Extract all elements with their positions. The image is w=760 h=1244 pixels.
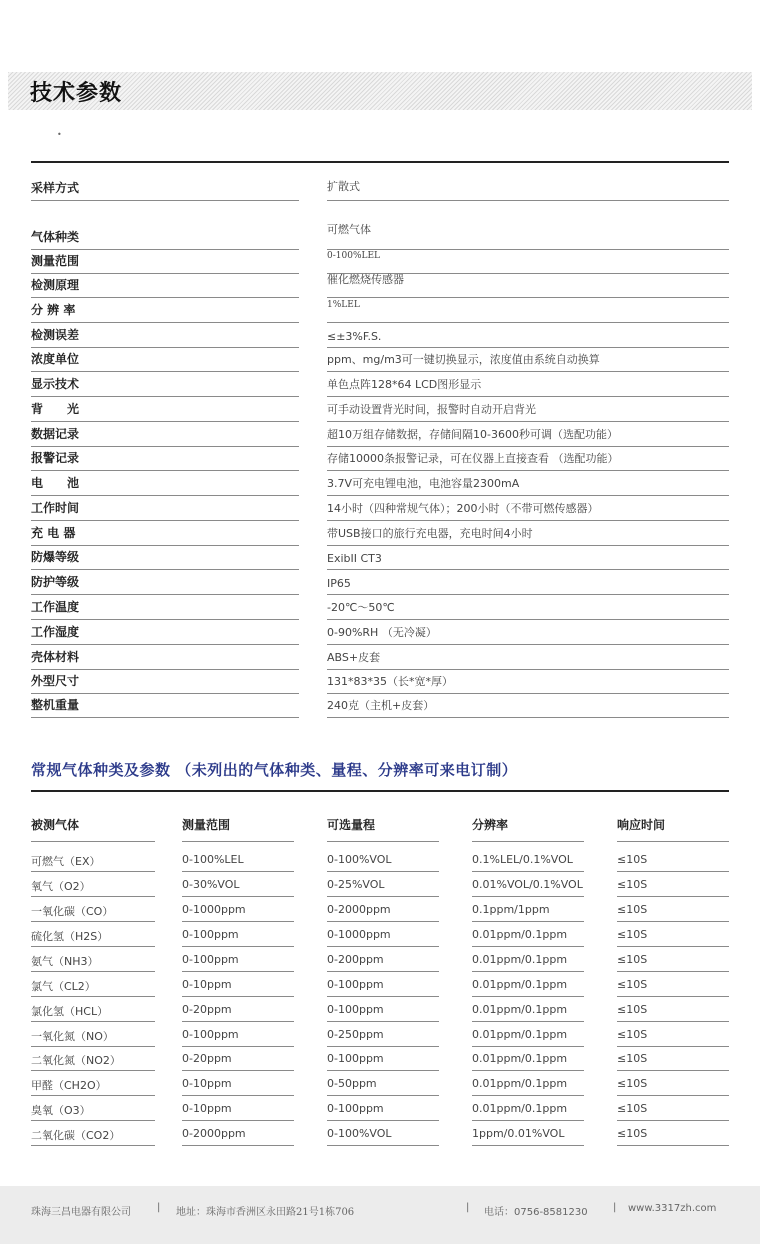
spec-row (31, 521, 729, 546)
spec-value (327, 570, 729, 595)
gas-cell: 0-100ppm (327, 978, 384, 991)
gas-row-divider (617, 871, 729, 872)
spec-label-text: 报警记录 (31, 451, 80, 465)
gas-cell: 0-10ppm (182, 1077, 232, 1090)
page-title: 技术参数 (30, 81, 123, 106)
spec-label-text: 分 辨 率 (31, 303, 76, 317)
gas-row-divider (182, 1070, 294, 1071)
gas-column-header: 分辨率 (472, 818, 509, 832)
spec-value-text: 0-90%RH （无冷凝） (327, 626, 437, 639)
spec-value (327, 521, 729, 546)
footer-phone: 电话：0756-8581230 (484, 1207, 588, 1218)
gas-row-divider (31, 896, 155, 897)
gas-cell: 0-100%VOL (327, 853, 392, 866)
spec-label (31, 397, 299, 422)
spec-label (31, 694, 299, 718)
spec-value-text: 可燃气体 (327, 223, 371, 236)
gas-row-divider (472, 1145, 584, 1146)
gas-cell: ≤10S (617, 903, 648, 916)
gas-row-divider (617, 896, 729, 897)
gas-cell: 氯化氢（HCL） (31, 1005, 109, 1018)
gas-row-divider (31, 1046, 155, 1047)
gas-cell: 0-50ppm (327, 1077, 377, 1090)
gas-row-divider (31, 1070, 155, 1071)
spec-row (31, 496, 729, 521)
footer-separator: | (613, 1202, 617, 1213)
gas-row-divider (617, 1120, 729, 1121)
footer-address: 地址：珠海市香洲区永田路21号1栋706 (176, 1207, 355, 1218)
gas-row-divider (327, 946, 439, 947)
spec-label (31, 372, 299, 397)
spec-label (31, 570, 299, 595)
spec-row (31, 620, 729, 645)
spec-label (31, 471, 299, 496)
gas-cell: ≤10S (617, 1077, 648, 1090)
spec-row (31, 595, 729, 620)
gas-row-divider (472, 921, 584, 922)
gas-cell: ≤10S (617, 1102, 648, 1115)
gas-cell: ≤10S (617, 1028, 648, 1041)
spec-value (327, 670, 729, 694)
gas-cell: 0-1000ppm (182, 903, 246, 916)
spec-top-rule (31, 161, 729, 163)
gas-cell: 甲醛（CH2O） (31, 1079, 107, 1092)
gas-row-divider (182, 1095, 294, 1096)
gas-cell: 0-100ppm (327, 1102, 384, 1115)
gas-header-underline (327, 841, 439, 842)
spec-label-text: 显示技术 (31, 377, 80, 391)
gas-row-divider (31, 1145, 155, 1146)
gas-cell: 0-250ppm (327, 1028, 384, 1041)
gas-row-divider (31, 1120, 155, 1121)
spec-label (31, 447, 299, 471)
gas-column-header: 测量范围 (182, 818, 231, 832)
spec-value (327, 694, 729, 718)
gas-row-divider (472, 896, 584, 897)
spec-row (31, 570, 729, 595)
spec-value-text: 3.7V可充电锂电池，电池容量2300mA (327, 477, 520, 490)
gas-cell: 0-100%VOL (327, 1127, 392, 1140)
gas-row-divider (617, 921, 729, 922)
gas-row-divider (472, 1070, 584, 1071)
gas-cell: 氯气（CL2） (31, 980, 96, 993)
spec-label (31, 201, 299, 250)
gas-cell: 0-10ppm (182, 1102, 232, 1115)
spec-label (31, 274, 299, 298)
gas-row-divider (472, 1021, 584, 1022)
spec-label-text: 防护等级 (31, 575, 80, 589)
spec-label-text: 充 电 器 (31, 526, 76, 540)
gas-row-divider (472, 1095, 584, 1096)
spec-value (327, 274, 729, 298)
gas-row-divider (31, 996, 155, 997)
gas-row-divider (327, 1095, 439, 1096)
spec-value-text: 0-100%LEL (327, 251, 381, 261)
spec-label (31, 174, 299, 201)
gas-cell: 二氧化氮（NO2） (31, 1054, 121, 1067)
gas-cell: 0.01%VOL/0.1%VOL (472, 878, 583, 891)
gas-row-divider (617, 1070, 729, 1071)
spec-label (31, 521, 299, 546)
spec-row (31, 298, 729, 323)
spec-label (31, 348, 299, 372)
gas-row-divider (182, 1145, 294, 1146)
gas-row-divider (472, 971, 584, 972)
spec-value (327, 595, 729, 620)
gas-row-divider (327, 921, 439, 922)
gas-cell: 0.1%LEL/0.1%VOL (472, 853, 573, 866)
gas-cell: 1ppm/0.01%VOL (472, 1127, 565, 1140)
gas-cell: ≤10S (617, 1003, 648, 1016)
spec-value (327, 645, 729, 670)
gas-row-divider (327, 996, 439, 997)
gas-cell: ≤10S (617, 928, 648, 941)
spec-label (31, 298, 299, 323)
gas-row-divider (472, 871, 584, 872)
gas-cell: 硫化氢（H2S） (31, 930, 109, 943)
gas-row-divider (617, 1145, 729, 1146)
spec-value (327, 372, 729, 397)
gas-row-divider (31, 921, 155, 922)
spec-label (31, 323, 299, 348)
gas-row-divider (31, 1021, 155, 1022)
spec-label-text: 背 光 (31, 402, 80, 416)
gas-header-underline (182, 841, 294, 842)
gas-header-underline (617, 841, 729, 842)
gas-cell: 氨气（NH3） (31, 955, 99, 968)
gas-cell: 0.01ppm/0.1ppm (472, 1003, 568, 1016)
spec-row (31, 694, 729, 718)
gas-row-divider (182, 946, 294, 947)
gas-row-divider (617, 1095, 729, 1096)
gas-cell: 0-25%VOL (327, 878, 385, 891)
gas-cell: 0-2000ppm (182, 1127, 246, 1140)
spec-value-text: ExibII CT3 (327, 552, 382, 565)
spec-label-text: 工作温度 (31, 600, 80, 614)
spec-label-text: 整机重量 (31, 698, 80, 712)
gas-row-divider (327, 1145, 439, 1146)
gas-cell: 二氧化碳（CO2） (31, 1129, 121, 1142)
spec-value-text: ppm、mg/m3可一键切换显示，浓度值由系统自动换算 (327, 353, 600, 366)
gas-row-divider (617, 996, 729, 997)
spec-value (327, 397, 729, 422)
spec-value-text: 催化燃烧传感器 (327, 273, 404, 286)
spec-label-text: 检测误差 (31, 328, 80, 342)
spec-row (31, 372, 729, 397)
spec-value (327, 546, 729, 570)
spec-value (327, 174, 729, 201)
gas-row-divider (182, 871, 294, 872)
gas-row-divider (472, 946, 584, 947)
gas-cell: 臭氧（O3） (31, 1104, 91, 1117)
gas-row-divider (182, 1120, 294, 1121)
gas-cell: 可燃气（EX） (31, 855, 101, 868)
spec-value-text: 扩散式 (327, 180, 360, 193)
spec-row (31, 447, 729, 471)
spec-value-text: 超10万组存储数据，存储间隔10-3600秒可调（选配功能） (327, 428, 618, 441)
spec-value (327, 298, 729, 323)
gas-cell: 氧气（O2） (31, 880, 91, 893)
spec-value-text: 14小时（四种常规气体）；200小时（不带可燃传感器） (327, 502, 599, 515)
spec-value (327, 348, 729, 372)
gas-cell: ≤10S (617, 1052, 648, 1065)
gas-row-divider (182, 921, 294, 922)
gas-cell: 0-100ppm (327, 1003, 384, 1016)
gas-cell: 0-200ppm (327, 953, 384, 966)
gas-cell: 0-20ppm (182, 1003, 232, 1016)
gas-cell: 0-100%LEL (182, 853, 244, 866)
spec-value (327, 323, 729, 348)
gas-cell: 0-1000ppm (327, 928, 391, 941)
gas-cell: 0.01ppm/0.1ppm (472, 1028, 568, 1041)
gas-cell: 0-100ppm (182, 953, 239, 966)
gas-cell: 0.01ppm/0.1ppm (472, 1052, 568, 1065)
gas-cell: 0.01ppm/0.1ppm (472, 1102, 568, 1115)
gas-cell: 一氧化氮（NO） (31, 1030, 114, 1043)
spec-label (31, 546, 299, 570)
gas-row-divider (617, 971, 729, 972)
spec-label-text: 检测原理 (31, 278, 80, 292)
gas-row-divider (472, 1120, 584, 1121)
spec-label-text: 工作时间 (31, 501, 80, 515)
gas-cell: ≤10S (617, 853, 648, 866)
gas-cell: 0.01ppm/0.1ppm (472, 1077, 568, 1090)
gas-column-header: 响应时间 (617, 818, 666, 832)
gas-section-title: 常规气体种类及参数 （未列出的气体种类、量程、分辨率可来电订制） (31, 761, 518, 779)
spec-label-text: 外型尺寸 (31, 674, 80, 688)
spec-label (31, 250, 299, 274)
spec-row (31, 348, 729, 372)
spec-value-text: 131*83*35（长*宽*厚） (327, 675, 453, 688)
gas-top-rule (31, 790, 729, 792)
spec-label (31, 645, 299, 670)
spec-row (31, 397, 729, 422)
gas-row-divider (182, 971, 294, 972)
spec-value-text: 单色点阵128*64 LCD图形显示 (327, 378, 482, 391)
spec-label-text: 气体种类 (31, 230, 80, 244)
gas-row-divider (472, 996, 584, 997)
spec-label-text: 壳体材料 (31, 650, 80, 664)
gas-row-divider (327, 1070, 439, 1071)
gas-row-divider (31, 871, 155, 872)
gas-cell: 0-10ppm (182, 978, 232, 991)
spec-label (31, 595, 299, 620)
gas-row-divider (327, 896, 439, 897)
gas-header-underline (472, 841, 584, 842)
gas-column-header: 被测气体 (31, 818, 80, 832)
gas-row-divider (31, 971, 155, 972)
spec-row (31, 174, 729, 201)
gas-row-divider (31, 1095, 155, 1096)
gas-row-divider (327, 871, 439, 872)
gas-cell: 0-100ppm (327, 1052, 384, 1065)
gas-row-divider (182, 1046, 294, 1047)
spec-value-text: 240克（主机+皮套） (327, 699, 435, 712)
spec-label (31, 670, 299, 694)
gas-cell: 0.1ppm/1ppm (472, 903, 550, 916)
spec-row (31, 645, 729, 670)
footer-separator: | (157, 1202, 161, 1213)
bullet-mark: • (57, 130, 62, 139)
spec-value-text: ABS+皮套 (327, 651, 381, 664)
spec-value (327, 201, 729, 250)
gas-row-divider (182, 1021, 294, 1022)
spec-label-text: 电 池 (31, 476, 80, 490)
gas-row-divider (327, 1120, 439, 1121)
spec-row (31, 471, 729, 496)
gas-cell: 0-100ppm (182, 928, 239, 941)
spec-value (327, 447, 729, 471)
spec-label (31, 496, 299, 521)
spec-row (31, 274, 729, 298)
gas-cell: ≤10S (617, 953, 648, 966)
gas-row-divider (182, 896, 294, 897)
gas-row-divider (617, 946, 729, 947)
spec-row (31, 670, 729, 694)
spec-value (327, 471, 729, 496)
spec-value (327, 422, 729, 447)
spec-row (31, 546, 729, 570)
gas-cell: ≤10S (617, 978, 648, 991)
gas-cell: 0.01ppm/0.1ppm (472, 953, 568, 966)
spec-value-text: ≤±3%F.S. (327, 330, 382, 343)
gas-row-divider (182, 996, 294, 997)
gas-cell: 0.01ppm/0.1ppm (472, 978, 568, 991)
footer-company: 珠海三昌电器有限公司 (31, 1207, 131, 1218)
gas-cell: ≤10S (617, 878, 648, 891)
spec-value-text: 带USB接口的旅行充电器，充电时间4小时 (327, 527, 533, 540)
footer-separator: | (466, 1202, 470, 1213)
spec-value (327, 496, 729, 521)
gas-header-underline (31, 841, 155, 842)
gas-cell: 一氧化碳（CO） (31, 905, 114, 918)
gas-row-divider (327, 1046, 439, 1047)
spec-value-text: 存储10000条报警记录，可在仪器上直接查看 （选配功能） (327, 452, 619, 465)
gas-cell: 0-100ppm (182, 1028, 239, 1041)
spec-value-text: -20℃～50℃ (327, 601, 395, 614)
gas-cell: 0-2000ppm (327, 903, 391, 916)
gas-cell: 0.01ppm/0.1ppm (472, 928, 568, 941)
spec-label-text: 防爆等级 (31, 550, 80, 564)
spec-value-text: 1%LEL (327, 300, 360, 310)
gas-row-divider (327, 1021, 439, 1022)
gas-column-header: 可选量程 (327, 818, 376, 832)
spec-label-text: 浓度单位 (31, 352, 80, 366)
spec-label-text: 采样方式 (31, 181, 80, 195)
gas-row-divider (31, 946, 155, 947)
spec-label-text: 数据记录 (31, 427, 80, 441)
spec-row (31, 422, 729, 447)
gas-row-divider (327, 971, 439, 972)
gas-cell: 0-30%VOL (182, 878, 240, 891)
spec-value-text: 可手动设置背光时间，报警时自动开启背光 (327, 403, 536, 416)
spec-label (31, 422, 299, 447)
spec-value-text: IP65 (327, 577, 351, 590)
spec-label (31, 620, 299, 645)
footer-website[interactable]: www.3317zh.com (628, 1203, 717, 1214)
spec-label-text: 测量范围 (31, 254, 80, 268)
spec-value (327, 620, 729, 645)
gas-cell: 0-20ppm (182, 1052, 232, 1065)
gas-cell: ≤10S (617, 1127, 648, 1140)
spec-row (31, 323, 729, 348)
gas-row-divider (617, 1021, 729, 1022)
spec-row (31, 201, 729, 250)
gas-row-divider (472, 1046, 584, 1047)
gas-row-divider (617, 1046, 729, 1047)
spec-label-text: 工作湿度 (31, 625, 80, 639)
